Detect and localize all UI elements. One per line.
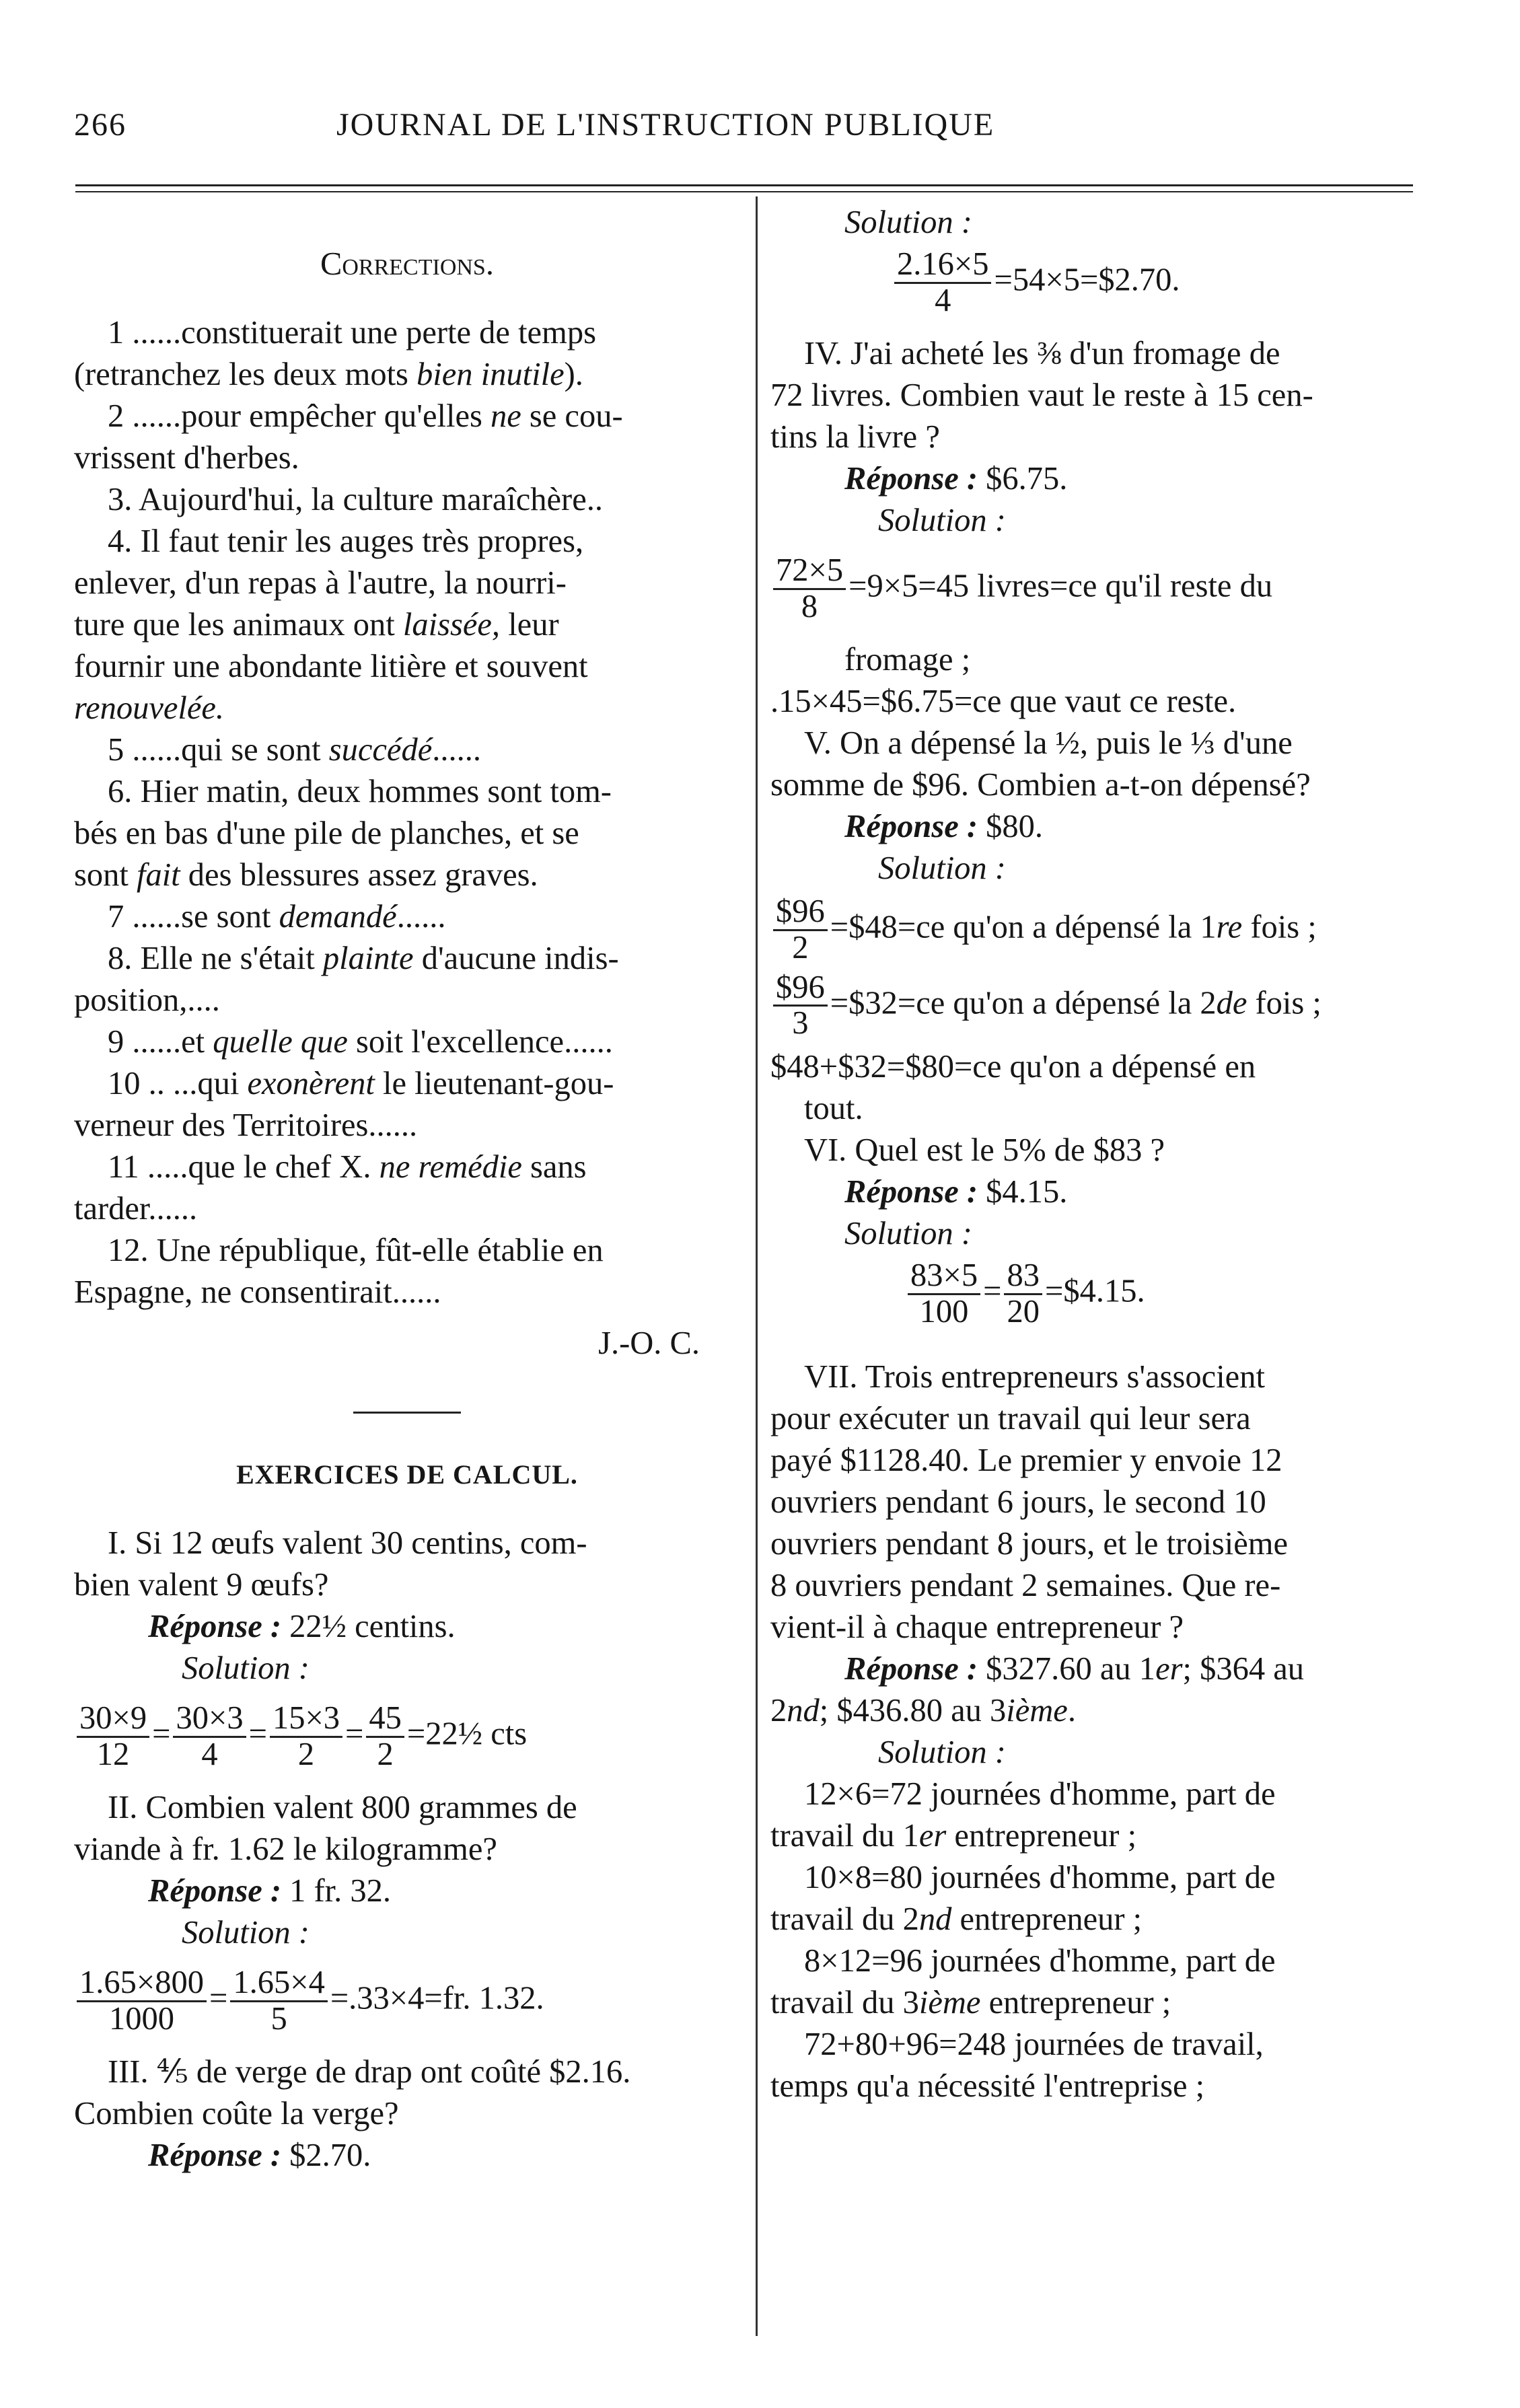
exercise-6-equation: $\frac{83\times 5}{100}$ = $\frac{83}{20}$ =$4.15. — [770, 1259, 1443, 1329]
page-header — [74, 106, 1413, 167]
exercise-4-equation: $\frac{72\times 5}{8}$ =9×5=45 livres=ce qu'il reste du — [770, 554, 1443, 624]
exercise-4a: IV. J'ai acheté les ⅜ d'un fromage de — [804, 335, 1280, 371]
correction-6a: 6. Hier matin, deux hommes sont tom- — [108, 774, 612, 809]
exercise-7b: pour exécuter un travail qui leur sera — [770, 1401, 1251, 1437]
signature: J.-O. C. — [598, 1325, 700, 1361]
exercise-1-equation: $\frac{30\times 9}{12}$ = $\frac{30\times 3}{4}$ = $\frac{15\times 3}{2}$ = $\frac{45}{2}$ =22½ cts — [74, 1702, 740, 1772]
correction-3: 3. Aujourd'hui, la culture maraîchère.. — [108, 482, 603, 517]
page-number: 266 — [74, 107, 126, 143]
exercise-7-solution-4b: temps qu'a nécessité l'entreprise ; — [770, 2068, 1205, 2105]
exercise-2-equation: $\frac{1.65\times 800}{1000}$ = $\frac{1.65\times 4}{5}$ =.33×4=fr. 1.32. — [74, 1966, 740, 2037]
correction-2b: vrissent d'herbes. — [74, 440, 299, 476]
correction-4e: renouvelée. — [74, 690, 225, 726]
exercise-7-solution-3b: travail du 3ième entrepreneur ; — [770, 1985, 1171, 2021]
exercise-3-solution-label: Solution : — [844, 205, 972, 240]
exercise-6: VI. Quel est le 5% de $83 ? — [804, 1132, 1165, 1169]
right-column — [770, 202, 1443, 2107]
exercise-5-solution-label: Solution : — [878, 850, 1006, 886]
section-divider — [353, 1412, 461, 1414]
correction-4c: ture que les animaux ont laissée, leur — [74, 607, 559, 643]
header-rule-bottom — [75, 191, 1413, 192]
exercise-4-equation-cont: fromage ; — [844, 641, 971, 678]
exercise-7c: payé $1128.40. Le premier y envoie 12 — [770, 1443, 1282, 1479]
exercise-7-solution-2b: travail du 2nd entrepreneur ; — [770, 1901, 1143, 1938]
correction-2a: 2 ......pour empêcher qu'elles ne se cou- — [108, 398, 623, 434]
exercise-7f: 8 ouvriers pendant 2 semaines. Que re- — [770, 1568, 1281, 1604]
exercise-7a: VII. Trois entrepreneurs s'associent — [804, 1359, 1265, 1395]
corrections-title: Corrections. — [320, 246, 494, 282]
exercise-1-answer: Réponse : 22½ centins. — [148, 1609, 456, 1644]
exercise-7-solution-2a: 10×8=80 journées d'homme, part de — [804, 1860, 1276, 1896]
correction-1a: 1 ......constituerait une perte de temps — [108, 315, 596, 351]
exercise-1-solution-label: Solution : — [182, 1650, 310, 1686]
exercise-2-solution-label: Solution : — [182, 1914, 310, 1950]
exercise-1b: bien valent 9 œufs? — [74, 1567, 329, 1603]
exercise-3a: III. ⅘ de verge de drap ont coûté $2.16. — [108, 2053, 631, 2090]
exercise-7-answer-1: Réponse : $327.60 au 1er; $364 au — [844, 1651, 1304, 1687]
exercise-3-answer: Réponse : $2.70. — [148, 2137, 371, 2173]
exercise-4-answer: Réponse : $6.75. — [844, 460, 1068, 497]
correction-6b: bés en bas d'une pile de planches, et se — [74, 815, 579, 851]
exercise-7-solution-3a: 8×12=96 journées d'homme, part de — [804, 1943, 1276, 1979]
exercise-4b: 72 livres. Combien vaut le reste à 15 cen- — [770, 377, 1313, 413]
exercise-7g: vient-il à chaque entrepreneur ? — [770, 1609, 1184, 1646]
exercise-4-line2: .15×45=$6.75=ce que vaut ce reste. — [770, 683, 1237, 719]
exercise-7-solution-4a: 72+80+96=248 journées de travail, — [804, 2027, 1264, 2063]
exercise-5b: somme de $96. Combien a-t-on dépensé? — [770, 766, 1311, 803]
exercise-5-equation-1: $\frac{\$96}{2}$ =$48=ce qu'on a dépensé la 1re fois ; — [770, 895, 1443, 965]
exercise-3b: Combien coûte la verge? — [74, 2095, 399, 2131]
exercise-6-answer: Réponse : $4.15. — [844, 1174, 1068, 1210]
exercise-4-solution-label: Solution : — [878, 502, 1006, 538]
correction-8b: position,.... — [74, 982, 220, 1018]
exercise-5-line3: $48+$32=$80=ce qu'on a dépensé en — [770, 1049, 1256, 1085]
header-rule-top — [75, 184, 1413, 186]
correction-10a: 10 .. ...qui exonèrent le lieutenant-gou- — [108, 1066, 614, 1101]
exercise-7-solution-label: Solution : — [878, 1735, 1006, 1771]
correction-9: 9 ......et quelle que soit l'excellence...... — [108, 1024, 613, 1060]
correction-4d: fournir une abondante litière et souvent — [74, 649, 588, 684]
correction-6c: sont fait des blessures assez graves. — [74, 857, 538, 893]
correction-4b: enlever, d'un repas à l'autre, la nourri- — [74, 565, 567, 601]
correction-1b: (retranchez les deux mots bien inutile). — [74, 357, 583, 392]
journal-title: JOURNAL DE L'INSTRUCTION PUBLIQUE — [336, 107, 995, 143]
exercise-6-solution-label: Solution : — [844, 1216, 972, 1252]
exercise-7-answer-2: 2nd; $436.80 au 3ième. — [770, 1693, 1076, 1729]
exercise-7d: ouvriers pendant 6 jours, le second 10 — [770, 1484, 1266, 1521]
exercise-5a: V. On a dépensé la ½, puis le ⅓ d'une — [804, 725, 1293, 761]
correction-12a: 12. Une république, fût-elle établie en — [108, 1233, 604, 1268]
exercise-7-solution-1b: travail du 1er entrepreneur ; — [770, 1818, 1137, 1854]
exercices-title: EXERCICES DE CALCUL. — [236, 1459, 578, 1490]
correction-8a: 8. Elle ne s'était plainte d'aucune indis- — [108, 941, 619, 976]
exercise-4c: tins la livre ? — [770, 418, 940, 455]
column-divider — [756, 196, 758, 2336]
exercise-5-equation-2: $\frac{\$96}{3}$ =$32=ce qu'on a dépensé la 2de fois ; — [770, 971, 1443, 1042]
correction-12b: Espagne, ne consentirait...... — [74, 1274, 441, 1310]
exercise-2a: II. Combien valent 800 grammes de — [108, 1789, 577, 1825]
exercise-2b: viande à fr. 1.62 le kilogramme? — [74, 1831, 497, 1867]
exercise-5-answer: Réponse : $80. — [844, 808, 1044, 844]
correction-5: 5 ......qui se sont succédé...... — [108, 732, 481, 768]
correction-10b: verneur des Territoires...... — [74, 1107, 418, 1143]
left-column — [74, 202, 740, 2177]
exercise-7e: ouvriers pendant 8 jours, et le troisième — [770, 1526, 1289, 1562]
exercise-1a: I. Si 12 œufs valent 30 centins, com- — [108, 1525, 587, 1561]
correction-11a: 11 .....que le chef X. ne remédie sans — [108, 1149, 587, 1185]
correction-7: 7 ......se sont demandé...... — [108, 899, 446, 935]
correction-4a: 4. Il faut tenir les auges très propres, — [108, 523, 584, 559]
exercise-7-solution-1a: 12×6=72 journées d'homme, part de — [804, 1776, 1276, 1813]
exercise-5-line4: tout. — [804, 1091, 863, 1127]
correction-11b: tarder...... — [74, 1191, 198, 1227]
exercise-2-answer: Réponse : 1 fr. 32. — [148, 1872, 392, 1909]
exercise-3-equation: $\frac{2.16\times 5}{4}$ =54×5=$2.70. — [770, 248, 1443, 318]
